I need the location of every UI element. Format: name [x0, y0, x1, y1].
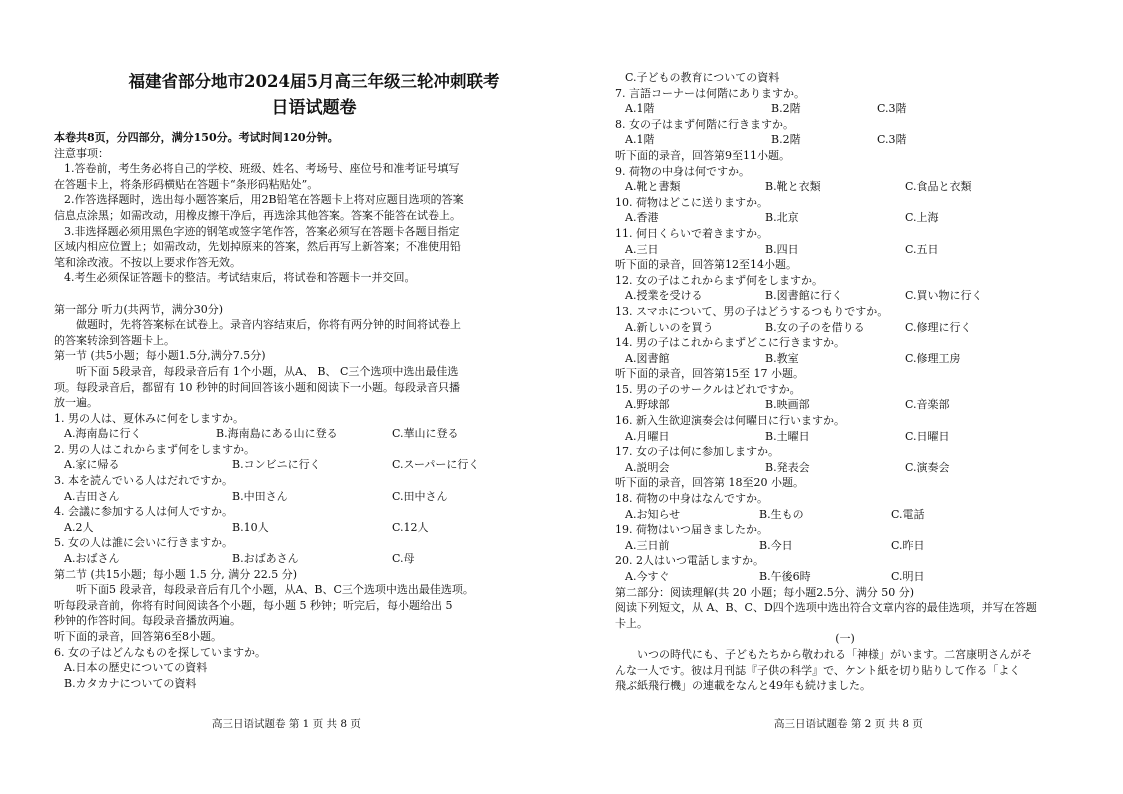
option-b: B.中田さん: [232, 489, 288, 503]
listening-instruction: 听下面的录音，回答第9至11小题。: [615, 148, 790, 162]
question: 11. 何日くらいで着きますか。: [615, 226, 768, 240]
option-a: A.授業を受ける: [625, 289, 703, 303]
notice-item: 在答题卡上，将条形码横贴在答题卡“条形码粘贴处”。: [54, 177, 319, 191]
option-b: B.北京: [765, 211, 799, 225]
instruction: 的答案转涂到答题卡上。: [54, 333, 175, 347]
option-c: C.田中さん: [392, 489, 448, 503]
option-c: C.音楽部: [905, 398, 950, 412]
question: 20. 2人はいつ電話しますか。: [615, 554, 764, 568]
options: [54, 489, 574, 505]
passage-line: 飛ぶ紙飛行機」の連載をなんと49年も続けました。: [615, 679, 871, 693]
option-b: B.海南島にある山に登る: [216, 427, 338, 441]
question: 6. 女の子はどんなものを探していますか。: [54, 645, 266, 659]
options: [615, 507, 1075, 523]
question: 1. 男の人は、夏休みに何をしますか。: [54, 411, 244, 425]
option-c: C.日曜日: [905, 429, 950, 443]
page-footer: 高三日语试题卷 第 1 页 共 8 页: [212, 718, 361, 730]
option-b: B.10人: [232, 520, 269, 534]
part-heading: 第二部分：阅读理解(共 20 小题；每小题2.5分、满分 50 分): [615, 585, 915, 599]
page-footer: 高三日语试题卷 第 2 页 共 8 页: [774, 718, 923, 730]
options: [615, 242, 1075, 258]
passage-line: いつの時代にも、子どもたちから敬われる「神様」がいます。二宮康明さんがそ: [637, 647, 1033, 661]
options: [615, 538, 1075, 554]
option-c: C.明日: [891, 570, 925, 583]
option-c: C.3階: [877, 102, 907, 116]
question: 10. 荷物はどこに送りますか。: [615, 195, 768, 209]
options: [615, 101, 1075, 117]
instruction: 听下面5 段录音，每段录音后有几个小题，从A、B、C三个选项中选出最佳选项。: [76, 583, 474, 597]
section-heading: 第一节 (共5小题；每小题1.5分,满分7.5分): [54, 349, 266, 363]
question: 7. 言語コーナーは何階にありますか。: [615, 86, 805, 100]
option-b: B.図書館に行く: [765, 289, 843, 303]
question: 19. 荷物はいつ届きましたか。: [615, 523, 768, 537]
question: 9. 荷物の中身は何ですか。: [615, 164, 750, 178]
options: [615, 320, 1075, 336]
section-heading: 第二节 (共15小题；每小题 1.5 分, 满分 22.5 分): [54, 567, 298, 581]
option-c: C.母: [392, 552, 415, 566]
options: [615, 351, 1075, 367]
option-a: A.三日: [625, 242, 659, 256]
exam-title: 福建省部分地市2024届5月高三年级三轮冲刺联考: [128, 72, 500, 91]
option-c: C.上海: [905, 211, 939, 225]
notice-item: 4.考生必须保证答题卡的整洁。考试结束后，将试卷和答题卡一并交回。: [64, 271, 416, 285]
instruction: 阅读下列短文，从 A、B、C、D四个选项中选出符合文章内容的最佳选项，并写在答题: [615, 601, 1037, 615]
instruction: 放一遍。: [54, 396, 98, 410]
listening-instruction: 听下面的录音，回答第12至14小题。: [615, 258, 797, 272]
options: [54, 457, 574, 473]
option-a: A.野球部: [625, 398, 670, 412]
notice-heading: 注意事项：: [54, 146, 109, 160]
option-a: A.新しいのを買う: [625, 320, 714, 334]
option-c: C.買い物に行く: [905, 289, 983, 303]
option-a: A.三日前: [625, 538, 670, 552]
options: [615, 569, 1075, 585]
question: 14. 男の子はこれからまずどこに行きますか。: [615, 336, 845, 350]
option-c: C.昨日: [891, 538, 925, 552]
option-b: B.おばあさん: [232, 552, 299, 566]
option-b: B.午後6時: [759, 570, 811, 583]
notice-item: 笔和涂改液。不按以上要求作答无效。: [54, 255, 241, 269]
option-c: C.電話: [891, 507, 925, 521]
passage-line: んな一人です。彼は月刊誌『子供の科学』で、ケント紙を切り貼りして作る「よく: [615, 663, 1021, 677]
option-c: C.食品と衣類: [905, 180, 972, 194]
option-a: A.図書館: [625, 351, 670, 365]
option-b: B.土曜日: [765, 429, 810, 443]
page-1: [54, 70, 574, 691]
option-c: C.五日: [905, 242, 939, 256]
option-a: A.月曜日: [625, 429, 670, 443]
exam-info: 本卷共8页，分四部分，满分150分。考试时间120分钟。: [54, 131, 339, 144]
option-c: C.子どもの教育についての資料: [625, 71, 780, 84]
notice-item: 3.非选择题必须用黑色字迹的钢笔或签字笔作答，答案必须写在答题卡各题目指定: [64, 224, 460, 238]
instruction: 项。每段录音后，都留有 10 秒钟的时间回答该小题和阅读下一小题。每段录音只播: [54, 380, 460, 394]
option-a: A.吉田さん: [64, 489, 120, 503]
option-c: C.華山に登る: [392, 427, 459, 441]
question: 12. 女の子はこれからまず何をしますか。: [615, 273, 823, 287]
notice-item: 1.答卷前，考生务必将自己的学校、班级、姓名、考场号、座位号和准考证号填写: [64, 162, 460, 176]
option-b: B.カタカナについての資料: [64, 676, 197, 690]
options: [615, 210, 1075, 226]
question: 17. 女の子は何に参加しますか。: [615, 445, 779, 459]
option-a: A.1階: [625, 133, 655, 147]
notice-item: 2.作答选择题时，选出每小题答案后，用2B铅笔在答题卡上将对应题目选项的答案: [64, 193, 464, 207]
listening-instruction: 听下面的录音，回答第 18至20 小题。: [615, 476, 804, 490]
option-b: B.映画部: [765, 398, 810, 412]
option-c: C.修理に行く: [905, 320, 972, 334]
notice-item: 区域内相应位置上；如需改动，先划掉原来的答案，然后再写上新答案；不准使用铅: [54, 240, 461, 254]
options: [615, 397, 1075, 413]
question: 5. 女の人は誰に会いに行きますか。: [54, 536, 233, 550]
option-b: B.発表会: [765, 460, 810, 474]
option-b: B.四日: [765, 242, 799, 256]
options: [615, 288, 1075, 304]
options: [615, 460, 1075, 476]
part-heading: 第一部分 听力(共两节，满分30分): [54, 302, 224, 316]
options: [54, 426, 574, 442]
option-b: B.コンビニに行く: [232, 458, 321, 472]
question: 15. 男の子のサークルはどれですか。: [615, 382, 801, 396]
listening-instruction: 听下面的录音，回答第6至8小题。: [54, 630, 222, 643]
options: [54, 520, 574, 536]
option-a: A.説明会: [625, 460, 670, 474]
passage-number: (一): [835, 632, 855, 646]
option-a: A.1階: [625, 102, 655, 116]
question: 8. 女の子はまず何階に行きますか。: [615, 117, 794, 131]
question: 3. 本を読んでいる人はだれですか。: [54, 474, 233, 488]
option-a: A.日本の歴史についての資料: [64, 661, 208, 675]
question: 16. 新入生欲迎演奏会は何曜日に行いますか。: [615, 414, 845, 428]
option-b: B.今日: [759, 538, 793, 552]
options: [54, 551, 574, 567]
listening-instruction: 听下面的录音，回答第15至 17 小题。: [615, 367, 804, 381]
options: [615, 179, 1075, 195]
options: [615, 429, 1075, 445]
instruction: 秒钟的作答时间。每段录音播放两遍。: [54, 614, 241, 628]
option-a: A.香港: [625, 211, 659, 225]
page-2: [615, 70, 1075, 694]
option-a: A.海南島に行く: [64, 427, 142, 441]
exam-subtitle: 日语试题卷: [271, 98, 357, 118]
option-b: B.2階: [771, 102, 801, 116]
option-a: A.2人: [64, 520, 94, 534]
question: 4. 会議に参加する人は何人ですか。: [54, 505, 233, 519]
option-a: A.家に帰る: [64, 458, 120, 472]
instruction: 做题时，先将答案标在试卷上。录音内容结束后，你将有两分钟的时间将试卷上: [76, 318, 461, 332]
option-a: A.靴と書類: [625, 180, 681, 194]
options: [615, 132, 1075, 148]
option-b: B.2階: [771, 133, 801, 147]
option-c: C.3階: [877, 133, 907, 147]
question: 18. 荷物の中身はなんですか。: [615, 492, 768, 506]
option-b: B.教室: [765, 351, 799, 365]
option-c: C.12人: [392, 520, 429, 534]
option-c: C.スーパーに行く: [392, 458, 480, 472]
instruction: 听每段录音前，你将有时间阅读各个小题，每小题 5 秒钟；听完后，每小题给出 5: [54, 598, 453, 612]
option-b: B.生もの: [759, 507, 804, 521]
instruction: 卡上。: [615, 616, 648, 630]
notice-item: 信息点涂黑；如需改动，用橡皮擦干净后，再选涂其他答案。答案不能答在试卷上。: [54, 208, 461, 222]
option-c: C.演奏会: [905, 460, 950, 474]
question: 2. 男の人はこれからまず何をしますか。: [54, 442, 255, 456]
instruction: 听下面 5段录音，每段录音后有 1个小题，从A、 B、 C三个选项中选出最佳选: [76, 364, 459, 378]
option-a: A.今すぐ: [625, 570, 670, 583]
option-b: B.靴と衣類: [765, 180, 821, 194]
option-a: A.お知らせ: [625, 507, 681, 521]
option-c: C.修理工房: [905, 351, 961, 365]
option-a: A.おばさん: [64, 552, 120, 566]
option-b: B.女の子のを借りる: [765, 320, 865, 334]
question: 13. スマホについて、男の子はどうするつもりですか。: [615, 304, 889, 318]
